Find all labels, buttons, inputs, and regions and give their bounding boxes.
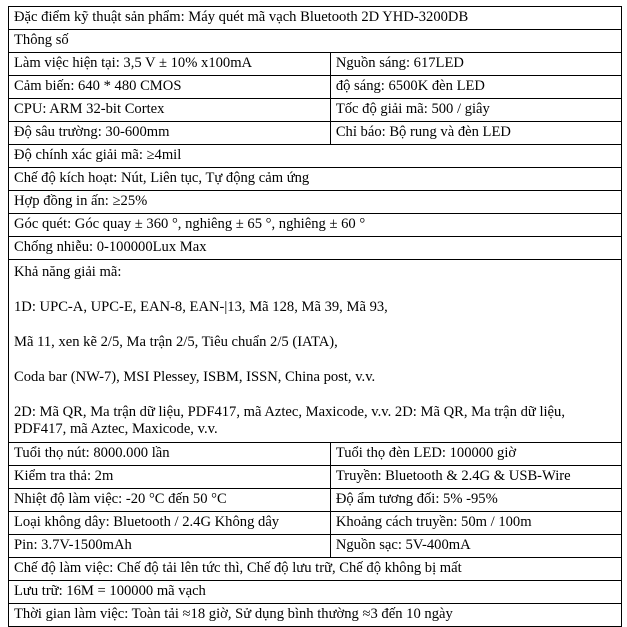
table-row [9, 214, 622, 237]
section-header-cell: Thông số [9, 30, 622, 53]
table-row [9, 443, 622, 466]
spec-cell-full: Chế độ kích hoạt: Nút, Liên tục, Tự động cảm ứng [9, 168, 622, 191]
table-row [9, 53, 622, 76]
decode-capability-line-2d: 2D: Mã QR, Ma trận dữ liệu, PDF417, mã Aztec, Maxicode, v.v. 2D: Mã QR, Ma trận dữ liệu, PDF417, mã Aztec, Maxicode, v.v. [14, 404, 565, 437]
decode-capability-line-1d-2: Mã 11, xen kẽ 2/5, Ma trận 2/5, Tiêu chuẩn 2/5 (IATA), [14, 334, 338, 350]
table-row [9, 512, 622, 535]
spec-cell-left: Làm việc hiện tại: 3,5 V ± 10% x100mA [9, 53, 331, 76]
table-row [9, 99, 622, 122]
decode-capability-heading: Khả năng giải mã: [14, 264, 122, 280]
spec-cell-right: Tuổi thọ đèn LED: 100000 giờ [330, 443, 621, 466]
spec-cell-right: Độ ẩm tương đối: 5% -95% [330, 489, 621, 512]
spec-cell-full: Chống nhiễu: 0-100000Lux Max [9, 237, 622, 260]
spec-cell-right: độ sáng: 6500K đèn LED [330, 76, 621, 99]
spec-cell-left: Cảm biến: 640 * 480 CMOS [9, 76, 331, 99]
table-row [9, 535, 622, 558]
decode-capability-line-1d: 1D: UPC-A, UPC-E, EAN-8, EAN-|13, Mã 128, Mã 39, Mã 93, [14, 299, 388, 315]
table-row [9, 122, 622, 145]
spec-cell-full: Độ chính xác giải mã: ≥4mil [9, 145, 622, 168]
spec-cell-full: Thời gian làm việc: Toàn tải ≈18 giờ, Sử dụng bình thường ≈3 đến 10 ngày [9, 604, 622, 627]
table-row [9, 558, 622, 581]
table-row-title [9, 7, 622, 30]
spec-cell-full: Chế độ làm việc: Chế độ tải lên tức thì, Chế độ lưu trữ, Chế độ không bị mất [9, 558, 622, 581]
table-row [9, 145, 622, 168]
spec-table [8, 6, 622, 627]
spec-cell-full: Hợp đồng in ấn: ≥25% [9, 191, 622, 214]
table-row-section-header [9, 30, 622, 53]
decode-capability-cell [9, 260, 622, 443]
spec-cell-right: Chỉ báo: Bộ rung và đèn LED [330, 122, 621, 145]
spec-cell-full: Lưu trữ: 16M = 100000 mã vạch [9, 581, 622, 604]
spec-cell-right: Truyền: Bluetooth & 2.4G & USB-Wire [330, 466, 621, 489]
spec-cell-full: Góc quét: Góc quay ± 360 °, nghiêng ± 65 °, nghiêng ± 60 ° [9, 214, 622, 237]
spec-cell-left: Kiểm tra thả: 2m [9, 466, 331, 489]
spec-cell-left: Loại không dây: Bluetooth / 2.4G Không dây [9, 512, 331, 535]
table-row [9, 168, 622, 191]
table-row [9, 76, 622, 99]
table-row [9, 466, 622, 489]
product-title-cell: Đặc điểm kỹ thuật sản phẩm: Máy quét mã vạch Bluetooth 2D YHD-3200DB [9, 7, 622, 30]
spec-cell-right: Nguồn sạc: 5V-400mA [330, 535, 621, 558]
table-row [9, 489, 622, 512]
table-row-decode-capability [9, 260, 622, 443]
spec-cell-left: Tuổi thọ nút: 8000.000 lần [9, 443, 331, 466]
spec-cell-right: Tốc độ giải mã: 500 / giây [330, 99, 621, 122]
table-row [9, 581, 622, 604]
table-row [9, 191, 622, 214]
spec-cell-left: Nhiệt độ làm việc: -20 °C đến 50 °C [9, 489, 331, 512]
spec-cell-left: Độ sâu trường: 30-600mm [9, 122, 331, 145]
table-row [9, 604, 622, 627]
spec-cell-right: Khoảng cách truyền: 50m / 100m [330, 512, 621, 535]
spec-cell-left: CPU: ARM 32-bit Cortex [9, 99, 331, 122]
table-row [9, 237, 622, 260]
spec-cell-left: Pin: 3.7V-1500mAh [9, 535, 331, 558]
spec-cell-right: Nguồn sáng: 617LED [330, 53, 621, 76]
decode-capability-line-1d-3: Coda bar (NW-7), MSI Plessey, ISBM, ISSN, China post, v.v. [14, 369, 376, 385]
